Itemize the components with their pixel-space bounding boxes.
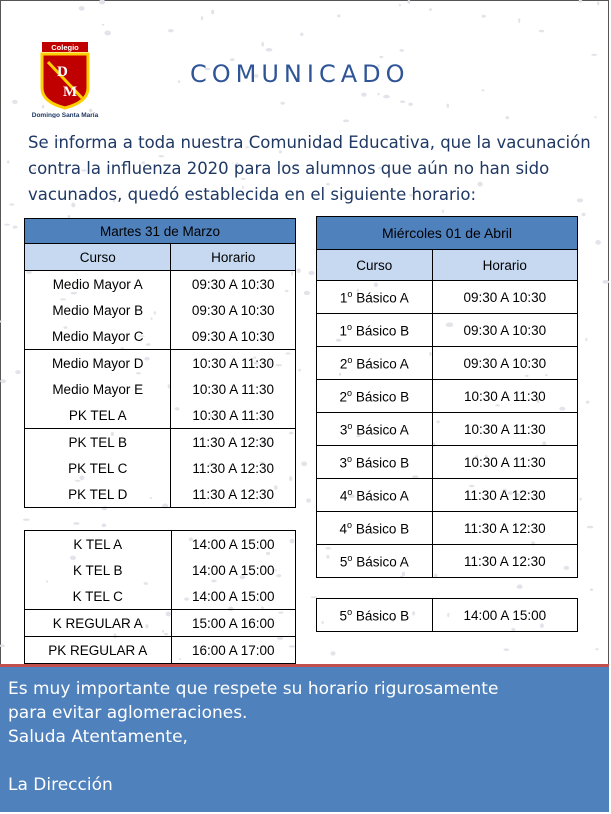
- table-row: [25, 481, 296, 508]
- background-dot: [595, 240, 601, 245]
- curso-cell: Medio Mayor A: [25, 271, 171, 298]
- background-dot: [442, 210, 444, 213]
- background-dot: [407, 0, 410, 4]
- background-dot: [518, 18, 520, 23]
- background-dot: [9, 203, 14, 205]
- curso-number: 3: [339, 455, 348, 471]
- schedule-table-martes-afternoon: [24, 530, 296, 664]
- curso-cell: K TEL C: [25, 583, 172, 610]
- table-row: [25, 637, 296, 664]
- table-row: [317, 446, 578, 479]
- curso-name: Básico A: [352, 554, 409, 570]
- table-heading: Martes 31 de Marzo: [25, 219, 296, 244]
- background-dot: [79, 6, 85, 11]
- schedule-table-miercoles-extra: [316, 598, 578, 632]
- curso-cell: [317, 479, 433, 512]
- curso-number: 1: [339, 290, 348, 306]
- background-dot: [15, 370, 21, 374]
- curso-name: Básico B: [352, 323, 410, 339]
- curso-cell: PK TEL D: [25, 481, 171, 508]
- background-dot: [586, 401, 590, 404]
- background-dot: [178, 80, 181, 83]
- background-dot: [591, 54, 597, 56]
- horario-cell: 11:30 A 12:30: [432, 512, 577, 545]
- horario-cell: 10:30 A 11:30: [432, 413, 577, 446]
- background-dot: [379, 56, 383, 58]
- background-dot: [582, 213, 586, 216]
- ordinal-mark: o: [347, 354, 353, 365]
- horario-cell: 10:30 A 11:30: [171, 402, 296, 429]
- footer-message: [0, 664, 609, 812]
- horario-cell: 11:30 A 12:30: [171, 455, 296, 481]
- horario-cell: 09:30 A 10:30: [432, 314, 577, 347]
- footer-line: para evitar aglomeraciones.: [8, 703, 248, 723]
- background-dot: [377, 93, 379, 96]
- background-dot: [597, 1, 599, 5]
- background-dot: [102, 523, 107, 527]
- curso-cell: [317, 599, 433, 632]
- ordinal-mark: o: [347, 321, 353, 332]
- horario-cell: 10:30 A 11:30: [432, 446, 577, 479]
- horario-cell: 14:00 A 15:00: [171, 531, 295, 558]
- curso-cell: [317, 380, 433, 413]
- background-dot: [266, 48, 273, 52]
- column-header-horario: Horario: [432, 250, 577, 281]
- table-row: [317, 599, 578, 632]
- background-dot: [304, 291, 310, 295]
- ordinal-mark: o: [347, 453, 353, 464]
- table-heading: Miércoles 01 de Abril: [317, 217, 578, 250]
- background-dot: [361, 93, 366, 97]
- footer-line: Saluda Atentamente,: [8, 727, 188, 747]
- table-row: [317, 413, 578, 446]
- background-dot: [309, 271, 315, 275]
- schedule-table-martes: [24, 218, 296, 508]
- background-dot: [585, 338, 587, 341]
- background-dot: [594, 116, 597, 118]
- table-row: [25, 297, 296, 323]
- curso-cell: Medio Mayor E: [25, 376, 171, 402]
- curso-number: 5: [339, 554, 348, 570]
- background-dot: [13, 226, 18, 229]
- column-header-curso: Curso: [317, 250, 433, 281]
- curso-name: Básico B: [352, 608, 410, 624]
- ordinal-mark: o: [347, 606, 353, 617]
- intro-line: Se informa a toda nuestra Comunidad Educativa, que la vacunación: [28, 133, 591, 152]
- background-dot: [595, 648, 598, 650]
- intro-paragraph: [28, 130, 591, 208]
- svg-text:M: M: [63, 84, 78, 100]
- background-dot: [4, 224, 9, 226]
- curso-cell: [317, 545, 433, 578]
- curso-cell: K TEL A: [25, 531, 172, 558]
- table-row: [25, 557, 296, 583]
- curso-cell: PK REGULAR A: [25, 637, 172, 664]
- background-dot: [343, 120, 349, 123]
- ordinal-mark: o: [347, 288, 353, 299]
- curso-cell: [317, 314, 433, 347]
- curso-name: Básico A: [352, 488, 409, 504]
- horario-cell: 11:30 A 12:30: [432, 479, 577, 512]
- background-dot: [590, 588, 593, 591]
- table-row: [25, 376, 296, 402]
- logo-bottom-text: Domingo Santa María: [31, 112, 99, 118]
- table-row: [25, 531, 296, 558]
- table-row: [317, 314, 578, 347]
- background-dot: [0, 644, 5, 647]
- background-dot: [602, 280, 609, 284]
- horario-cell: 16:00 A 17:00: [171, 637, 295, 664]
- table-row: [317, 512, 578, 545]
- horario-cell: 11:30 A 12:30: [171, 481, 296, 508]
- table-row: [25, 402, 296, 429]
- curso-cell: K TEL B: [25, 557, 172, 583]
- curso-cell: [317, 281, 433, 314]
- horario-cell: 11:30 A 12:30: [171, 429, 296, 456]
- background-dot: [296, 268, 300, 273]
- curso-number: 1: [339, 323, 348, 339]
- table-row: [317, 545, 578, 578]
- table-row: [25, 350, 296, 377]
- horario-cell: 11:30 A 12:30: [432, 545, 577, 578]
- background-dot: [0, 321, 2, 323]
- background-dot: [102, 24, 104, 26]
- background-dot: [503, 648, 509, 651]
- curso-name: Básico A: [352, 422, 409, 438]
- horario-cell: 14:00 A 15:00: [171, 557, 295, 583]
- horario-cell: 09:30 A 10:30: [171, 323, 296, 350]
- background-dot: [408, 103, 413, 106]
- curso-number: 5: [339, 608, 348, 624]
- horario-cell: 10:30 A 11:30: [432, 380, 577, 413]
- background-dot: [99, 0, 105, 5]
- ordinal-mark: o: [347, 519, 353, 530]
- table-row: [317, 281, 578, 314]
- curso-number: 2: [339, 356, 348, 372]
- curso-name: Básico B: [352, 455, 410, 471]
- schedule-table-miercoles: [316, 216, 578, 578]
- horario-cell: 14:00 A 15:00: [171, 583, 295, 610]
- horario-cell: 10:30 A 11:30: [171, 376, 296, 402]
- intro-line: vacunados, quedó establecida en el siguiente horario:: [28, 185, 477, 204]
- column-header-horario: Horario: [171, 244, 296, 271]
- background-dot: [579, 498, 581, 501]
- curso-cell: Medio Mayor C: [25, 323, 171, 350]
- curso-number: 3: [339, 422, 348, 438]
- horario-cell: 10:30 A 11:30: [171, 350, 296, 377]
- background-dot: [539, 30, 544, 33]
- horario-cell: 09:30 A 10:30: [171, 297, 296, 323]
- ordinal-mark: o: [347, 552, 353, 563]
- background-dot: [337, 14, 341, 17]
- table-row: [317, 380, 578, 413]
- horario-cell: 09:30 A 10:30: [432, 347, 577, 380]
- background-dot: [298, 369, 301, 372]
- curso-number: 4: [339, 488, 348, 504]
- curso-cell: [317, 347, 433, 380]
- curso-cell: K REGULAR A: [25, 610, 172, 637]
- horario-cell: 09:30 A 10:30: [171, 271, 296, 298]
- background-dot: [261, 42, 264, 47]
- background-dot: [587, 526, 594, 529]
- background-dot: [330, 651, 335, 655]
- table-row: [317, 479, 578, 512]
- curso-cell: [317, 446, 433, 479]
- background-dot: [12, 100, 18, 104]
- background-dot: [399, 4, 401, 7]
- ordinal-mark: o: [347, 387, 353, 398]
- curso-cell: Medio Mayor D: [25, 350, 171, 377]
- background-dot: [429, 8, 432, 11]
- background-dot: [23, 519, 30, 521]
- background-dot: [505, 116, 509, 119]
- ordinal-mark: o: [347, 420, 353, 431]
- table-row: [25, 455, 296, 481]
- curso-name: Básico A: [352, 290, 409, 306]
- table-row: [317, 347, 578, 380]
- background-dot: [482, 89, 485, 91]
- table-row: [25, 583, 296, 610]
- background-dot: [300, 33, 303, 36]
- background-dot: [400, 100, 405, 103]
- background-dot: [73, 522, 79, 525]
- curso-cell: PK TEL C: [25, 455, 171, 481]
- ordinal-mark: o: [347, 486, 353, 497]
- curso-number: 2: [339, 389, 348, 405]
- column-header-curso: Curso: [25, 244, 171, 271]
- curso-name: Básico B: [352, 521, 410, 537]
- background-dot: [301, 461, 307, 466]
- footer-line: Es muy importante que respete su horario rigurosamente: [8, 679, 499, 699]
- background-dot: [400, 49, 404, 52]
- curso-cell: [317, 512, 433, 545]
- horario-cell: 09:30 A 10:30: [432, 281, 577, 314]
- curso-cell: Medio Mayor B: [25, 297, 171, 323]
- logo-top-text: Colegio: [51, 43, 79, 52]
- curso-number: 4: [339, 521, 348, 537]
- background-dot: [482, 15, 486, 18]
- school-logo: [30, 42, 100, 118]
- horario-cell: 15:00 A 16:00: [171, 610, 295, 637]
- table-row: [25, 610, 296, 637]
- curso-name: Básico A: [352, 356, 409, 372]
- intro-line: contra la influenza 2020 para los alumnos que aún no han sido: [28, 159, 550, 178]
- background-dot: [168, 29, 174, 32]
- table-row: [25, 323, 296, 350]
- background-dot: [201, 16, 203, 20]
- table-row: [25, 429, 296, 456]
- curso-cell: PK TEL B: [25, 429, 171, 456]
- background-dot: [281, 102, 285, 105]
- background-dot: [0, 379, 6, 383]
- background-dot: [383, 95, 390, 99]
- background-dot: [7, 160, 10, 163]
- curso-cell: PK TEL A: [25, 402, 171, 429]
- horario-cell: 14:00 A 15:00: [432, 599, 577, 632]
- background-dot: [211, 10, 214, 15]
- page-title: COMUNICADO: [190, 60, 410, 88]
- background-dot: [447, 104, 450, 108]
- background-dot: [517, 585, 523, 589]
- background-dot: [104, 31, 111, 36]
- table-row: [25, 271, 296, 298]
- curso-cell: [317, 413, 433, 446]
- background-dot: [306, 498, 311, 502]
- svg-text:D: D: [57, 64, 68, 80]
- background-dot: [579, 0, 583, 3]
- curso-name: Básico B: [352, 389, 410, 405]
- footer-signature: La Dirección: [8, 775, 113, 795]
